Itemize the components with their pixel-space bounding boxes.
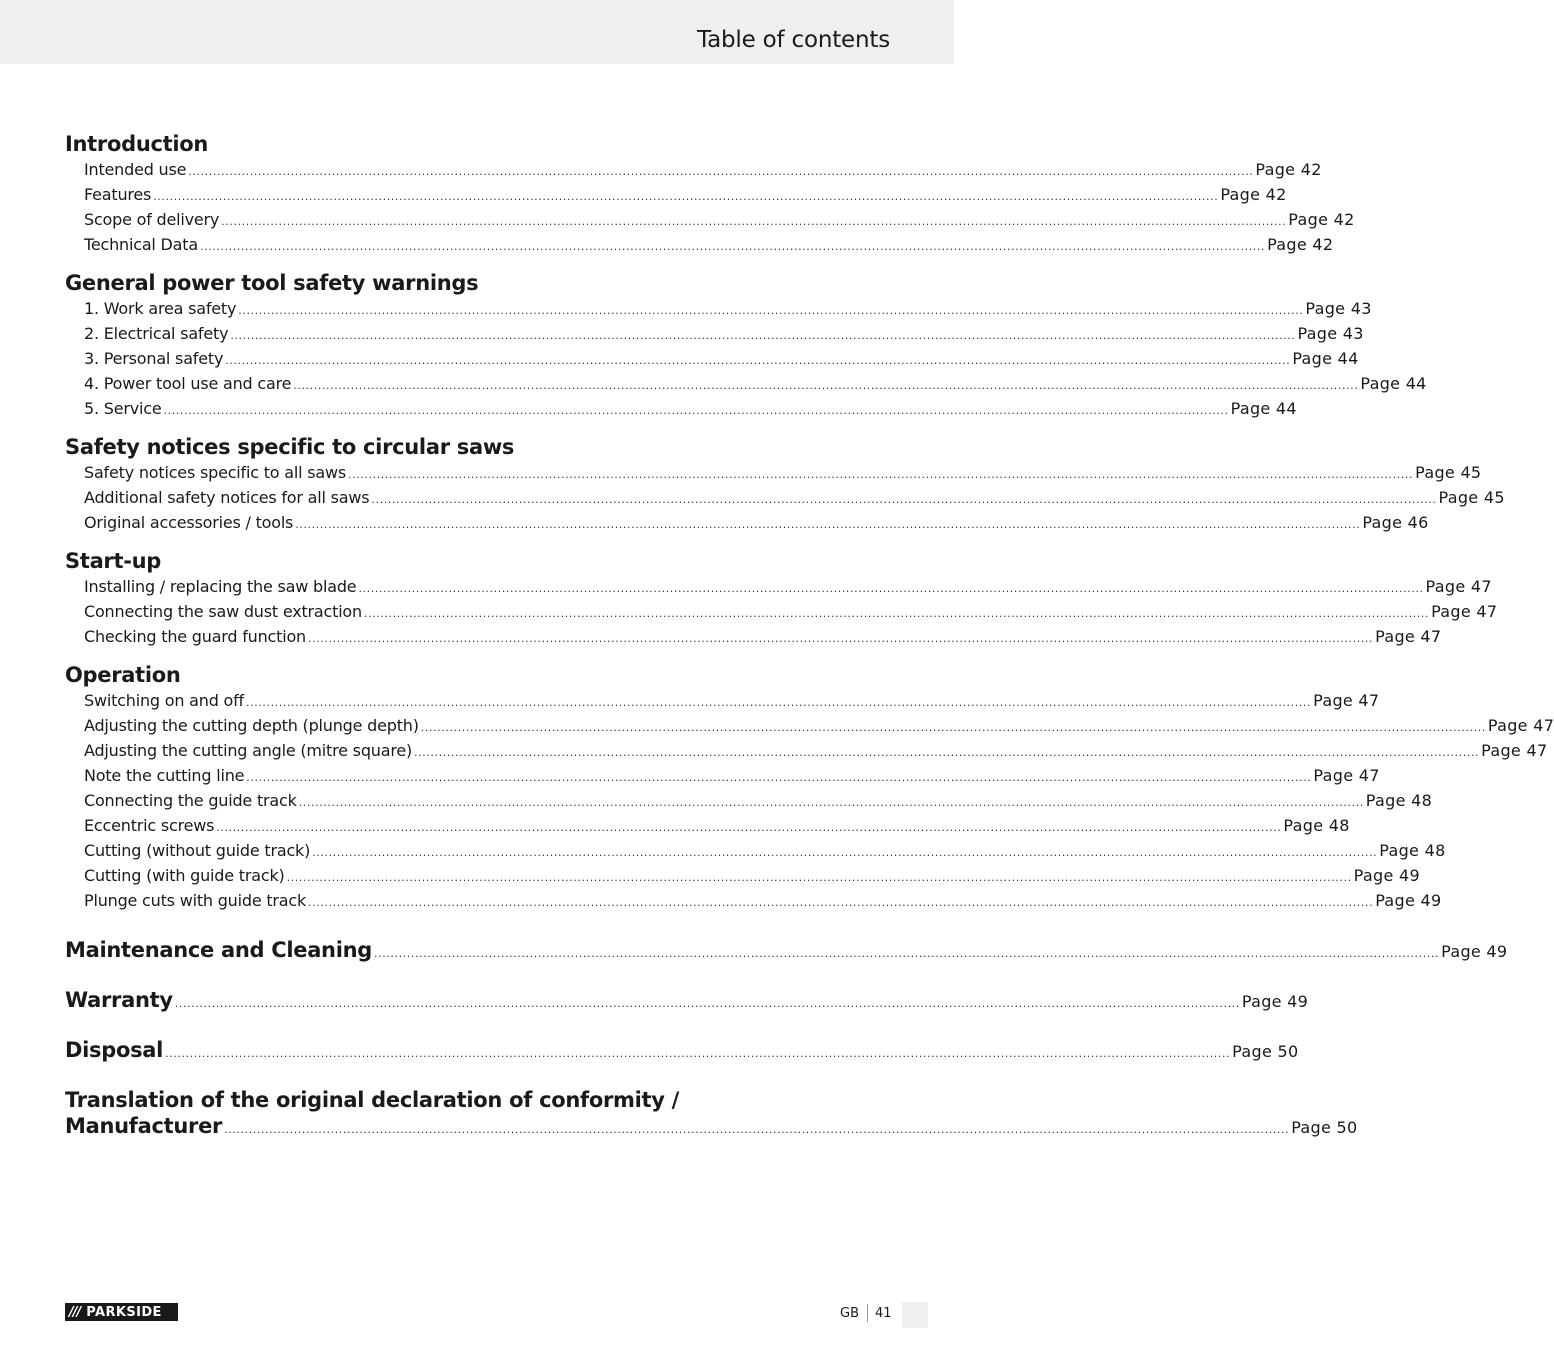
toc-section-general-safety [65, 270, 1427, 421]
section-row [65, 1113, 1358, 1139]
leader-dots: .................................................................................................................................................................................................................................................................... [225, 354, 1291, 367]
toc-entry [84, 624, 1442, 649]
page-ref: Page 46 [1362, 513, 1429, 532]
page-ref: Page 42 [1288, 210, 1355, 229]
entry-label: Intended use [84, 160, 187, 179]
entry-label: Features [84, 185, 152, 204]
entries [84, 296, 1427, 421]
leader-dots: .................................................................................................................................................................................................................................................................... [246, 696, 1312, 709]
entry-label: Adjusting the cutting angle (mitre square) [84, 741, 413, 760]
entry-label: Safety notices specific to all saws [84, 463, 347, 482]
page-ref: Page 50 [1291, 1118, 1358, 1137]
page-ref: Page 42 [1255, 160, 1322, 179]
toc-entry [84, 346, 1359, 371]
entry-label: Adjusting the cutting depth (plunge depth) [84, 716, 419, 735]
section-title: Disposal [65, 1038, 164, 1062]
toc-entry [84, 788, 1433, 813]
toc-entry [84, 713, 1554, 738]
entry-label: Installing / replacing the saw blade [84, 577, 357, 596]
leader-dots: .................................................................................................................................................................................................................................................................... [414, 746, 1480, 759]
toc-entry [84, 321, 1364, 346]
entry-label: Additional safety notices for all saws [84, 488, 370, 507]
page-ref: Page 42 [1267, 235, 1334, 254]
logo-brand: PARKSIDE [86, 1304, 162, 1320]
section-row [65, 1037, 1299, 1063]
toc-section-disposal [65, 1037, 1299, 1063]
page-ref: Page 43 [1305, 299, 1372, 318]
toc-entry [84, 599, 1498, 624]
entry-label: Cutting (with guide track) [84, 866, 285, 885]
entry-label: 4. Power tool use and care [84, 374, 292, 393]
entry-label: Original accessories / tools [84, 513, 294, 532]
toc-section-maintenance [65, 937, 1508, 963]
leader-dots: .................................................................................................................................................................................................................................................................... [188, 165, 1254, 178]
logo-slashes: /// [69, 1304, 81, 1320]
entry-label: Connecting the saw dust extraction [84, 602, 362, 621]
page-ref: Page 49 [1353, 866, 1420, 885]
entries [84, 157, 1355, 257]
section-title: Start-up [65, 549, 162, 573]
entry-label: Note the cutting line [84, 766, 245, 785]
leader-dots: .................................................................................................................................................................................................................................................................... [308, 632, 1374, 645]
section-title: Safety notices specific to circular saws [65, 435, 515, 459]
page-ref: Page 49 [1441, 942, 1508, 961]
page-ref: Page 44 [1230, 399, 1297, 418]
page-ref: Page 44 [1360, 374, 1427, 393]
page-ref: Page 48 [1379, 841, 1446, 860]
table-of-contents [65, 131, 1554, 1152]
language-code: GB [840, 1306, 859, 1321]
leader-dots: .................................................................................................................................................................................................................................................................... [174, 997, 1240, 1010]
toc-entry [84, 738, 1548, 763]
toc-entry [84, 510, 1429, 535]
entry-label: Switching on and off [84, 691, 244, 710]
leader-dots: .................................................................................................................................................................................................................................................................... [230, 329, 1296, 342]
toc-entry [84, 157, 1322, 182]
section-title: Maintenance and Cleaning [65, 938, 372, 962]
page-ref: Page 45 [1415, 463, 1482, 482]
leader-dots: .................................................................................................................................................................................................................................................................... [216, 821, 1282, 834]
section-row [65, 987, 1309, 1013]
leader-dots: .................................................................................................................................................................................................................................................................... [293, 379, 1359, 392]
section-title: Operation [65, 663, 181, 687]
leader-dots: .................................................................................................................................................................................................................................................................... [348, 468, 1414, 481]
entry-label: 2. Electrical safety [84, 324, 229, 343]
entry-label: Connecting the guide track [84, 791, 297, 810]
toc-entry [84, 688, 1380, 713]
toc-entry [84, 371, 1427, 396]
entries [84, 574, 1498, 649]
page-ref: Page 44 [1292, 349, 1359, 368]
toc-entry [84, 813, 1350, 838]
entry-label: 5. Service [84, 399, 162, 418]
leader-dots: .................................................................................................................................................................................................................................................................... [153, 190, 1219, 203]
section-title-line2: Manufacturer [65, 1114, 223, 1138]
toc-section-operation [65, 662, 1554, 913]
toc-entry [84, 838, 1446, 863]
toc-entry [84, 863, 1420, 888]
page-ref: Page 47 [1431, 602, 1498, 621]
toc-entry [84, 763, 1380, 788]
toc-entry [84, 396, 1297, 421]
toc-entry [84, 182, 1287, 207]
page-ref: Page 48 [1283, 816, 1350, 835]
leader-dots: .................................................................................................................................................................................................................................................................... [246, 771, 1312, 784]
parkside-logo [65, 1303, 178, 1321]
entry-label: Scope of delivery [84, 210, 220, 229]
toc-section-declaration [65, 1087, 1358, 1139]
page-ref: Page 47 [1425, 577, 1492, 596]
toc-section-circular-saws [65, 434, 1505, 535]
section-title: Introduction [65, 132, 209, 156]
leader-dots: .................................................................................................................................................................................................................................................................... [238, 304, 1304, 317]
entry-label: Eccentric screws [84, 816, 215, 835]
page-ref: Page 49 [1241, 992, 1309, 1011]
toc-entry [84, 888, 1442, 913]
page-ref: Page 43 [1297, 324, 1364, 343]
section-row [65, 937, 1508, 963]
toc-entry [84, 485, 1505, 510]
page-ref: Page 47 [1487, 716, 1554, 735]
page-ref: Page 47 [1375, 627, 1442, 646]
entry-label: Plunge cuts with guide track [84, 891, 307, 910]
entry-label: Technical Data [84, 235, 198, 254]
toc-section-introduction [65, 131, 1355, 257]
leader-dots: .................................................................................................................................................................................................................................................................... [221, 215, 1287, 228]
leader-dots: .................................................................................................................................................................................................................................................................... [163, 404, 1229, 417]
page-ref: Page 45 [1438, 488, 1505, 507]
leader-dots: .................................................................................................................................................................................................................................................................... [363, 607, 1430, 620]
page-ref: Page 47 [1313, 766, 1380, 785]
section-title-line1: Translation of the original declaration of conformity / [65, 1088, 680, 1112]
page-ref: Page 49 [1375, 891, 1442, 910]
leader-dots: .................................................................................................................................................................................................................................................................... [420, 721, 1486, 734]
toc-section-warranty [65, 987, 1309, 1013]
leader-dots: .................................................................................................................................................................................................................................................................... [371, 493, 1437, 506]
leader-dots: .................................................................................................................................................................................................................................................................... [298, 796, 1364, 809]
page-number: 41 [875, 1306, 892, 1321]
entry-label: Cutting (without guide track) [84, 841, 311, 860]
footer-divider [867, 1304, 868, 1322]
toc-entry [84, 460, 1482, 485]
entries [84, 460, 1505, 535]
entry-label: Checking the guard function [84, 627, 306, 646]
entry-label: 1. Work area safety [84, 299, 237, 318]
toc-entry [84, 232, 1334, 257]
page-ref: Page 47 [1481, 741, 1548, 760]
toc-entry [84, 296, 1372, 321]
toc-entry [84, 574, 1492, 599]
page-ref: Page 47 [1313, 691, 1380, 710]
leader-dots: .................................................................................................................................................................................................................................................................... [374, 947, 1440, 960]
leader-dots: .................................................................................................................................................................................................................................................................... [286, 871, 1352, 884]
toc-entry [84, 207, 1355, 232]
leader-dots: .................................................................................................................................................................................................................................................................... [295, 518, 1361, 531]
entry-label: 3. Personal safety [84, 349, 224, 368]
page-ref: Page 50 [1232, 1042, 1299, 1061]
section-title: Warranty [65, 988, 173, 1012]
entries [84, 688, 1554, 913]
page-ref: Page 42 [1220, 185, 1287, 204]
leader-dots: .................................................................................................................................................................................................................................................................... [199, 240, 1266, 253]
page-ref: Page 48 [1365, 791, 1433, 810]
leader-dots: .................................................................................................................................................................................................................................................................... [165, 1047, 1231, 1060]
leader-dots: .................................................................................................................................................................................................................................................................... [308, 896, 1374, 909]
toc-section-start-up [65, 548, 1498, 649]
leader-dots: .................................................................................................................................................................................................................................................................... [312, 846, 1378, 859]
leader-dots: .................................................................................................................................................................................................................................................................... [358, 582, 1424, 595]
page-title: Table of contents [697, 27, 890, 53]
leader-dots: .................................................................................................................................................................................................................................................................... [224, 1123, 1290, 1136]
footer-corner-box [902, 1302, 928, 1328]
section-title: General power tool safety warnings [65, 271, 479, 295]
